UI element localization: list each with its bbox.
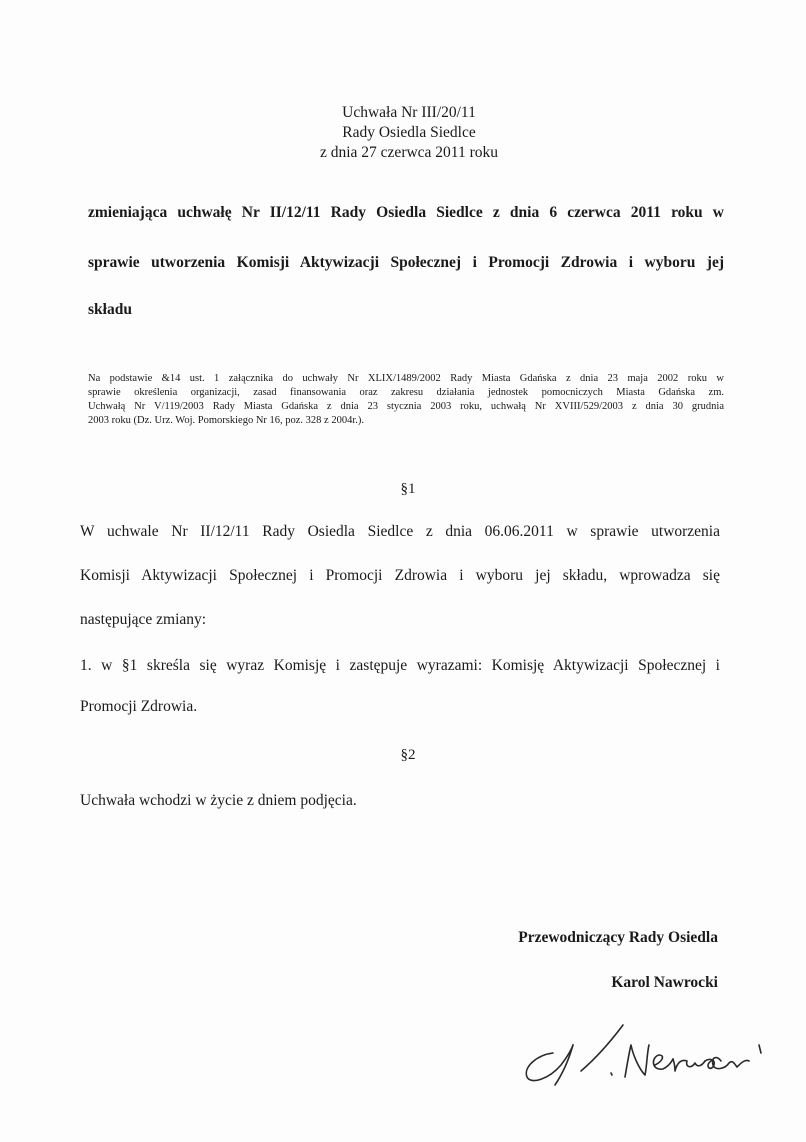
- title-line-3: składu: [88, 301, 132, 318]
- section-1-line-2: Komisji Aktywizacji Społecznej i Promocji Zdrowia i wyboru jej składu, wprowadza się: [80, 567, 720, 584]
- section-1-item-line-2: Promocji Zdrowia.: [80, 698, 198, 715]
- legal-basis-line: Na podstawie &14 ust. 1 załącznika do uchwały Nr XLIX/1489/2002 Rady Miasta Gdańska z dnia 23 maja 2002 roku w: [88, 373, 724, 384]
- handwritten-signature: [515, 1015, 775, 1095]
- legal-basis-line: sprawie określenia organizacji, zasad finansowania oraz zakresu działania jednostek pomocniczych Miasta Gdańska zm.: [88, 387, 724, 398]
- section-1-line-3: następujące zmiany:: [80, 611, 207, 628]
- section-2-text: Uchwała wchodzi w życie z dniem podjęcia.: [80, 792, 357, 809]
- section-1-item-line-1: 1. w §1 skreśla się wyraz Komisję i zastępuje wyrazami: Komisję Aktywizacji Społecznej i: [80, 657, 720, 674]
- legal-basis-line: Uchwałą Nr V/119/2003 Rady Miasta Gdańska z dnia 23 stycznia 2003 roku, uchwałą Nr XVIII/529/2003 z dnia 30 grudnia: [88, 401, 724, 412]
- legal-basis: [88, 372, 724, 428]
- title-line-1: zmieniająca uchwałę Nr II/12/11 Rady Osiedla Siedlce z dnia 6 czerwca 2011 roku w: [88, 204, 724, 221]
- council-name: Rady Osiedla Siedlce: [342, 124, 476, 141]
- section-1-line-1: W uchwale Nr II/12/11 Rady Osiedla Siedlce z dnia 06.06.2011 w sprawie utworzenia: [80, 523, 720, 540]
- resolution-number: Uchwała Nr III/20/11: [342, 104, 476, 121]
- signatory-name: Karol Nawrocki: [611, 974, 718, 991]
- signatory-title: Przewodniczący Rady Osiedla: [518, 929, 718, 946]
- title-line-2: sprawie utworzenia Komisji Aktywizacji Społecznej i Promocji Zdrowia i wyboru jej: [88, 254, 724, 271]
- section-1-mark: §1: [400, 481, 416, 497]
- section-2-mark: §2: [400, 747, 416, 763]
- legal-basis-line: 2003 roku (Dz. Urz. Woj. Pomorskiego Nr 16, poz. 328 z 2004r.).: [88, 415, 365, 426]
- resolution-date: z dnia 27 czerwca 2011 roku: [319, 144, 499, 161]
